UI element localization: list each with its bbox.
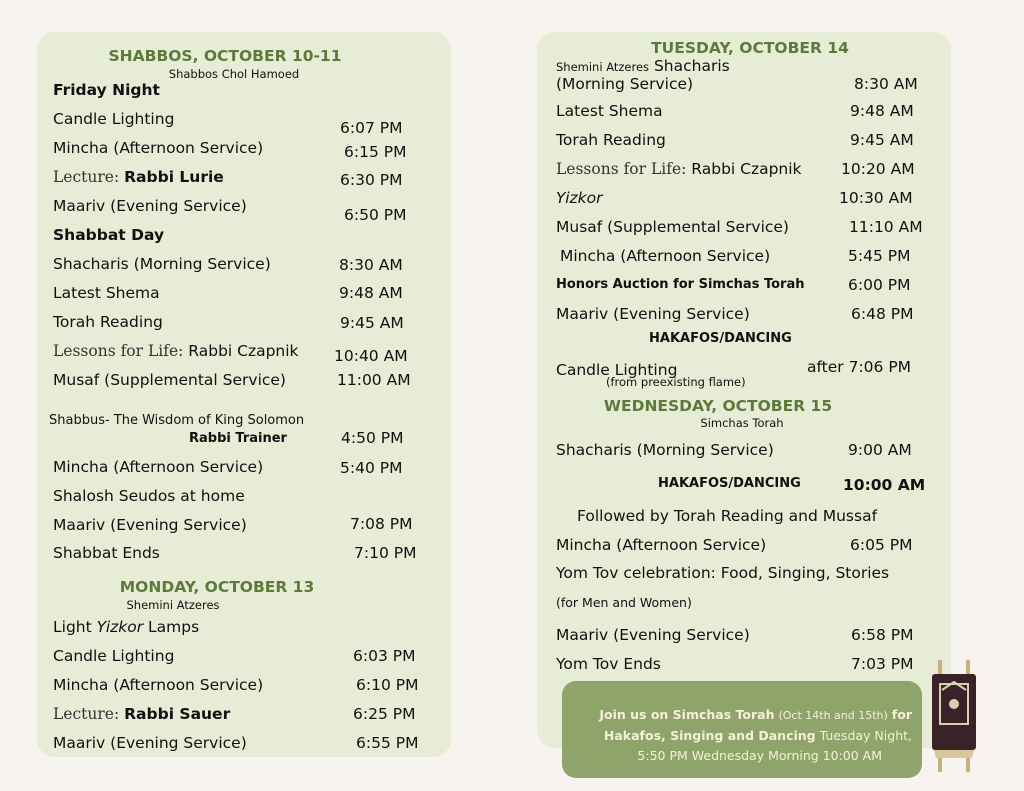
event-time: 6:58 PM xyxy=(851,626,914,644)
event-time: 9:00 AM xyxy=(848,441,912,459)
event-label: HAKAFOS/DANCING xyxy=(658,476,801,491)
event-label: Latest Shema xyxy=(556,102,663,120)
event-label: (Morning Service) xyxy=(556,75,694,93)
event-time: 11:00 AM xyxy=(337,371,411,389)
promo-text: Tuesday Night, xyxy=(819,728,912,743)
subsection-title: Shabbat Day xyxy=(53,226,165,244)
event-label: Maariv (Evening Service) xyxy=(556,626,750,644)
text: Light xyxy=(53,618,92,636)
event-label: Candle Lighting xyxy=(53,647,175,665)
event-time: 7:03 PM xyxy=(851,655,914,673)
event-label: Latest Shema xyxy=(53,284,160,302)
event-prefix: Lessons for Life: xyxy=(556,160,687,178)
event-time: 6:10 PM xyxy=(356,676,419,694)
section-subheading: Shemini Atzeres xyxy=(126,598,220,612)
event-label: Shabbus- The Wisdom of King Solomon xyxy=(49,413,305,428)
event-label: Mincha (Afternoon Service) xyxy=(560,247,771,265)
section-subheading: Simchas Torah xyxy=(700,416,784,430)
event-time: 5:45 PM xyxy=(848,247,911,265)
event-time: 6:48 PM xyxy=(851,305,914,323)
event-time: 6:05 PM xyxy=(850,536,913,554)
event-time: 6:07 PM xyxy=(340,119,403,137)
event-prefix: Lessons for Life: xyxy=(53,342,184,360)
speaker-name: Rabbi Czapnik xyxy=(691,160,802,178)
event-time: 7:08 PM xyxy=(350,515,413,533)
promo-text: (Oct 14th and 15th) xyxy=(778,709,888,722)
event-time: 6:15 PM xyxy=(344,143,407,161)
event-time: 11:10 AM xyxy=(849,218,923,236)
speaker-name: Rabbi Sauer xyxy=(124,705,231,723)
promo-text: Join us on Simchas Torah xyxy=(599,707,775,722)
section-heading: MONDAY, OCTOBER 13 xyxy=(119,578,315,596)
event-label: Musaf (Supplemental Service) xyxy=(556,218,789,236)
event-time: 10:40 AM xyxy=(334,347,408,365)
section-subheading: Shabbos Chol Hamoed xyxy=(168,67,300,81)
promo-text: for xyxy=(891,707,912,722)
event-label: Maariv (Evening Service) xyxy=(53,197,247,215)
event-time: 10:30 AM xyxy=(839,189,913,207)
promo-text: 5:50 PM Wednesday Morning 10:00 AM xyxy=(637,748,882,763)
section-heading: WEDNESDAY, OCTOBER 15 xyxy=(603,397,833,415)
torah-scroll-icon xyxy=(928,660,980,772)
event-label: Musaf (Supplemental Service) xyxy=(53,371,286,389)
event-label: Torah Reading xyxy=(556,131,666,149)
event-time: 6:30 PM xyxy=(340,171,403,189)
event-label: Shacharis (Morning Service) xyxy=(556,441,774,459)
event-time: 8:30 AM xyxy=(339,256,403,274)
event-label: Yom Tov Ends xyxy=(556,655,661,673)
speaker-name: Rabbi Lurie xyxy=(124,168,224,186)
event-label: Mincha (Afternoon Service) xyxy=(53,139,264,157)
promo-text: Hakafos, Singing and Dancing xyxy=(603,728,816,743)
event-label xyxy=(53,167,224,187)
event-label: Mincha (Afternoon Service) xyxy=(53,676,264,694)
event-label xyxy=(53,617,199,637)
event-label: Followed by Torah Reading and Mussaf xyxy=(577,507,878,525)
event-time: 6:25 PM xyxy=(353,705,416,723)
text: Yizkor xyxy=(96,618,144,636)
event-label: Shabbat Ends xyxy=(53,544,160,562)
event-time: 6:03 PM xyxy=(353,647,416,665)
subsection-title: Friday Night xyxy=(53,81,160,99)
event-label: Mincha (Afternoon Service) xyxy=(53,458,264,476)
event-time: 8:30 AM xyxy=(854,75,918,93)
event-label: Yizkor xyxy=(556,189,603,207)
event-prefix: Lecture: xyxy=(53,705,120,723)
simchas-torah-promo xyxy=(562,681,922,778)
event-time: 10:00 AM xyxy=(843,476,926,494)
event-label: Maariv (Evening Service) xyxy=(53,516,247,534)
event-time: 4:50 PM xyxy=(341,429,404,447)
event-time: 6:00 PM xyxy=(848,276,911,294)
event-time: 7:10 PM xyxy=(354,544,417,562)
event-label xyxy=(53,704,230,724)
speaker-name: Rabbi Trainer xyxy=(189,431,287,446)
section-subheading: Shemini Atzeres xyxy=(556,60,650,74)
event-label: Mincha (Afternoon Service) xyxy=(556,536,767,554)
text: Shacharis xyxy=(653,57,730,75)
event-label: Candle Lighting xyxy=(53,110,175,128)
section-heading: TUESDAY, OCTOBER 14 xyxy=(651,39,849,57)
text: Lamps xyxy=(148,618,200,636)
event-label: Candle Lighting xyxy=(556,361,678,379)
event-label xyxy=(556,159,802,179)
event-time: 6:50 PM xyxy=(344,206,407,224)
event-label: Honors Auction for Simchas Torah xyxy=(556,277,805,292)
event-time: 9:45 AM xyxy=(340,314,404,332)
event-time: after 7:06 PM xyxy=(807,358,912,376)
event-note: (for Men and Women) xyxy=(556,595,692,610)
event-prefix: Lecture: xyxy=(53,168,120,186)
event-label: Maariv (Evening Service) xyxy=(556,305,750,323)
event-time: 6:55 PM xyxy=(356,734,419,752)
event-time: 9:48 AM xyxy=(339,284,403,302)
event-note: (from preexisting flame) xyxy=(606,375,746,389)
event-time: 9:45 AM xyxy=(850,131,914,149)
event-time: 10:20 AM xyxy=(841,160,915,178)
event-label: Shalosh Seudos at home xyxy=(53,487,245,505)
event-label: Torah Reading xyxy=(53,313,163,331)
event-label: Maariv (Evening Service) xyxy=(53,734,247,752)
event-time: 5:40 PM xyxy=(340,459,403,477)
event-label xyxy=(53,341,299,361)
hakafos-label: HAKAFOS/DANCING xyxy=(649,331,792,346)
section-heading: SHABBOS, OCTOBER 10-11 xyxy=(108,47,342,65)
event-label: Yom Tov celebration: Food, Singing, Stories xyxy=(556,564,890,582)
speaker-name: Rabbi Czapnik xyxy=(188,342,299,360)
event-time: 9:48 AM xyxy=(850,102,914,120)
event-label: Shacharis (Morning Service) xyxy=(53,255,271,273)
